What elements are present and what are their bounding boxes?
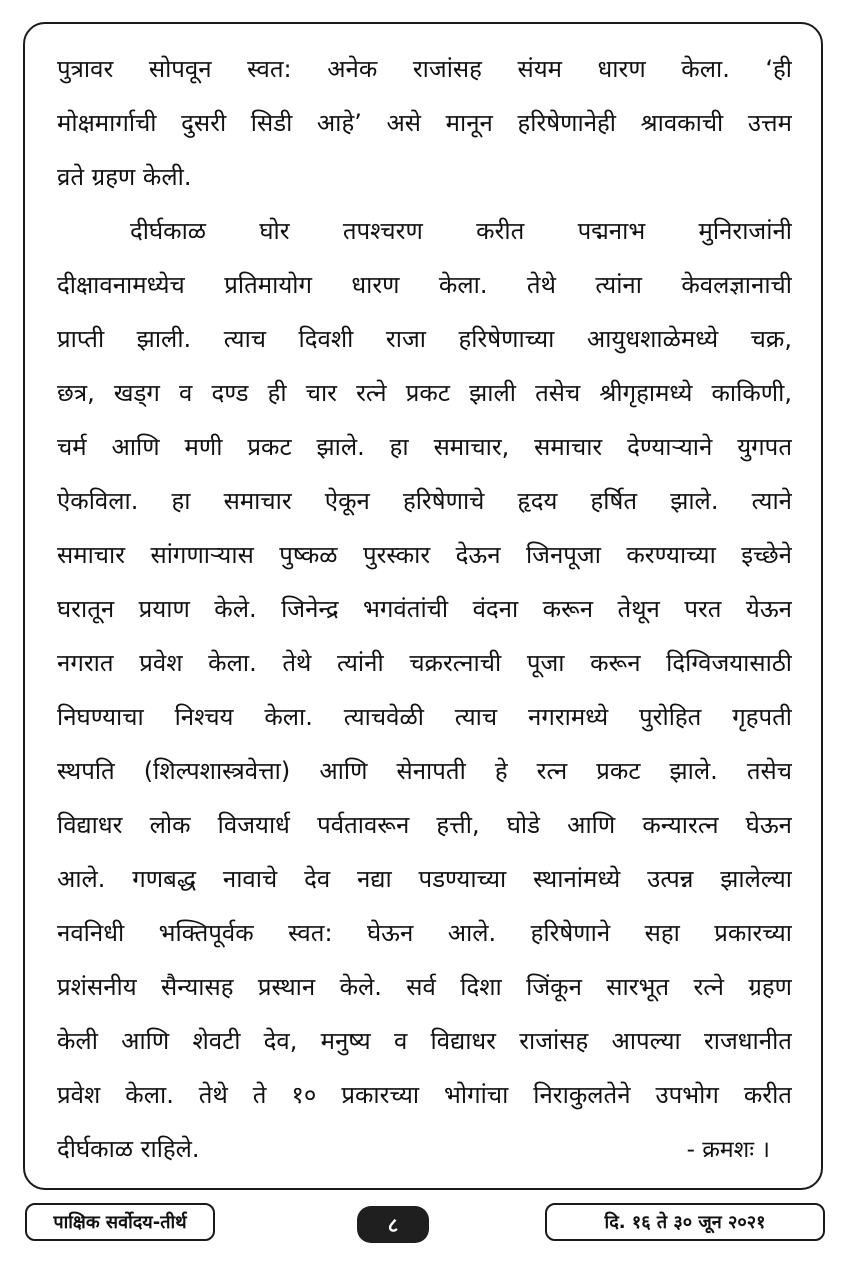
text-line: ऐकविला. हा समाचार ऐकून हरिषेणाचे हृदय हर्षित झाले. त्याने — [57, 487, 792, 515]
text-line: प्राप्ती झाली. त्याच दिवशी राजा हरिषेणाच्या आयुधशाळेमध्ये चक्र, — [57, 325, 792, 353]
page-number: ८ — [387, 1213, 399, 1237]
text-line: समाचार सांगणाऱ्यास पुष्कळ पुरस्कार देऊन जिनपूजा करण्याच्या इच्छेने — [57, 541, 792, 569]
text-line: नगरात प्रवेश केला. तेथे त्यांनी चक्ररत्नाची पूजा करून दिग्विजयासाठी — [57, 649, 792, 677]
text-line: स्थपति (शिल्पशास्त्रवेत्ता) आणि सेनापती हे रत्न प्रकट झाले. तसेच — [57, 757, 792, 785]
publication-name — [25, 1203, 215, 1241]
text-line: दीक्षावनामध्येच प्रतिमायोग धारण केला. तेथे त्यांना केवलज्ञानाची — [57, 271, 792, 299]
text-line: दीर्घकाळ घोर तपश्चरण करीत पद्मनाभ मुनिराजांनी — [130, 217, 792, 245]
issue-date-box — [545, 1203, 825, 1241]
text-line: पुत्रावर सोपवून स्वत: अनेक राजांसह संयम धारण केला. ‘ही — [57, 55, 792, 83]
publication-label: पाक्षिक सर्वोदय-तीर्थ — [53, 1212, 187, 1233]
text-line: आले. गणबद्ध नावाचे देव नद्या पडण्याच्या स्थानांमध्ये उत्पन्न झालेल्या — [57, 865, 792, 893]
text-line: प्रशंसनीय सैन्यासह प्रस्थान केले. सर्व दिशा जिंकून सारभूत रत्ने ग्रहण — [57, 973, 792, 1001]
text-line: घरातून प्रयाण केले. जिनेन्द्र भगवंतांची वंदना करून तेथून परत येऊन — [57, 595, 792, 623]
text-line: प्रवेश केला. तेथे ते १० प्रकारच्या भोगांचा निराकुलतेने उपभोग करीत — [57, 1081, 792, 1109]
text-line: व्रते ग्रहण केली. — [57, 163, 192, 191]
text-line: दीर्घकाळ राहिले. — [57, 1135, 200, 1163]
text-line: छत्र, खड्ग व दण्ड ही चार रत्ने प्रकट झाली तसेच श्रीगृहामध्ये काकिणी, — [57, 379, 792, 407]
text-line: मोक्षमार्गाची दुसरी सिडी आहे’ असे मानून हरिषेणानेही श्रावकाची उत्तम — [57, 109, 792, 137]
page-number-badge — [357, 1206, 429, 1243]
text-line: चर्म आणि मणी प्रकट झाले. हा समाचार, समाचार देण्याऱ्याने युगपत — [57, 433, 792, 461]
continued-note: - क्रमशः । — [686, 1137, 770, 1163]
text-line: विद्याधर लोक विजयार्ध पर्वतावरून हत्ती, घोडे आणि कन्यारत्न घेऊन — [57, 811, 792, 839]
text-line: निघण्याचा निश्चय केला. त्याचवेळी त्याच नगरामध्ये पुरोहित गृहपती — [57, 703, 792, 731]
text-line: केली आणि शेवटी देव, मनुष्य व विद्याधर राजांसह आपल्या राजधानीत — [57, 1027, 792, 1055]
article-body — [57, 42, 792, 1176]
text-line: नवनिधी भक्तिपूर्वक स्वत: घेऊन आले. हरिषेणाने सहा प्रकारच्या — [57, 919, 792, 947]
issue-date: दि. १६ ते ३० जून २०२१ — [604, 1212, 766, 1233]
